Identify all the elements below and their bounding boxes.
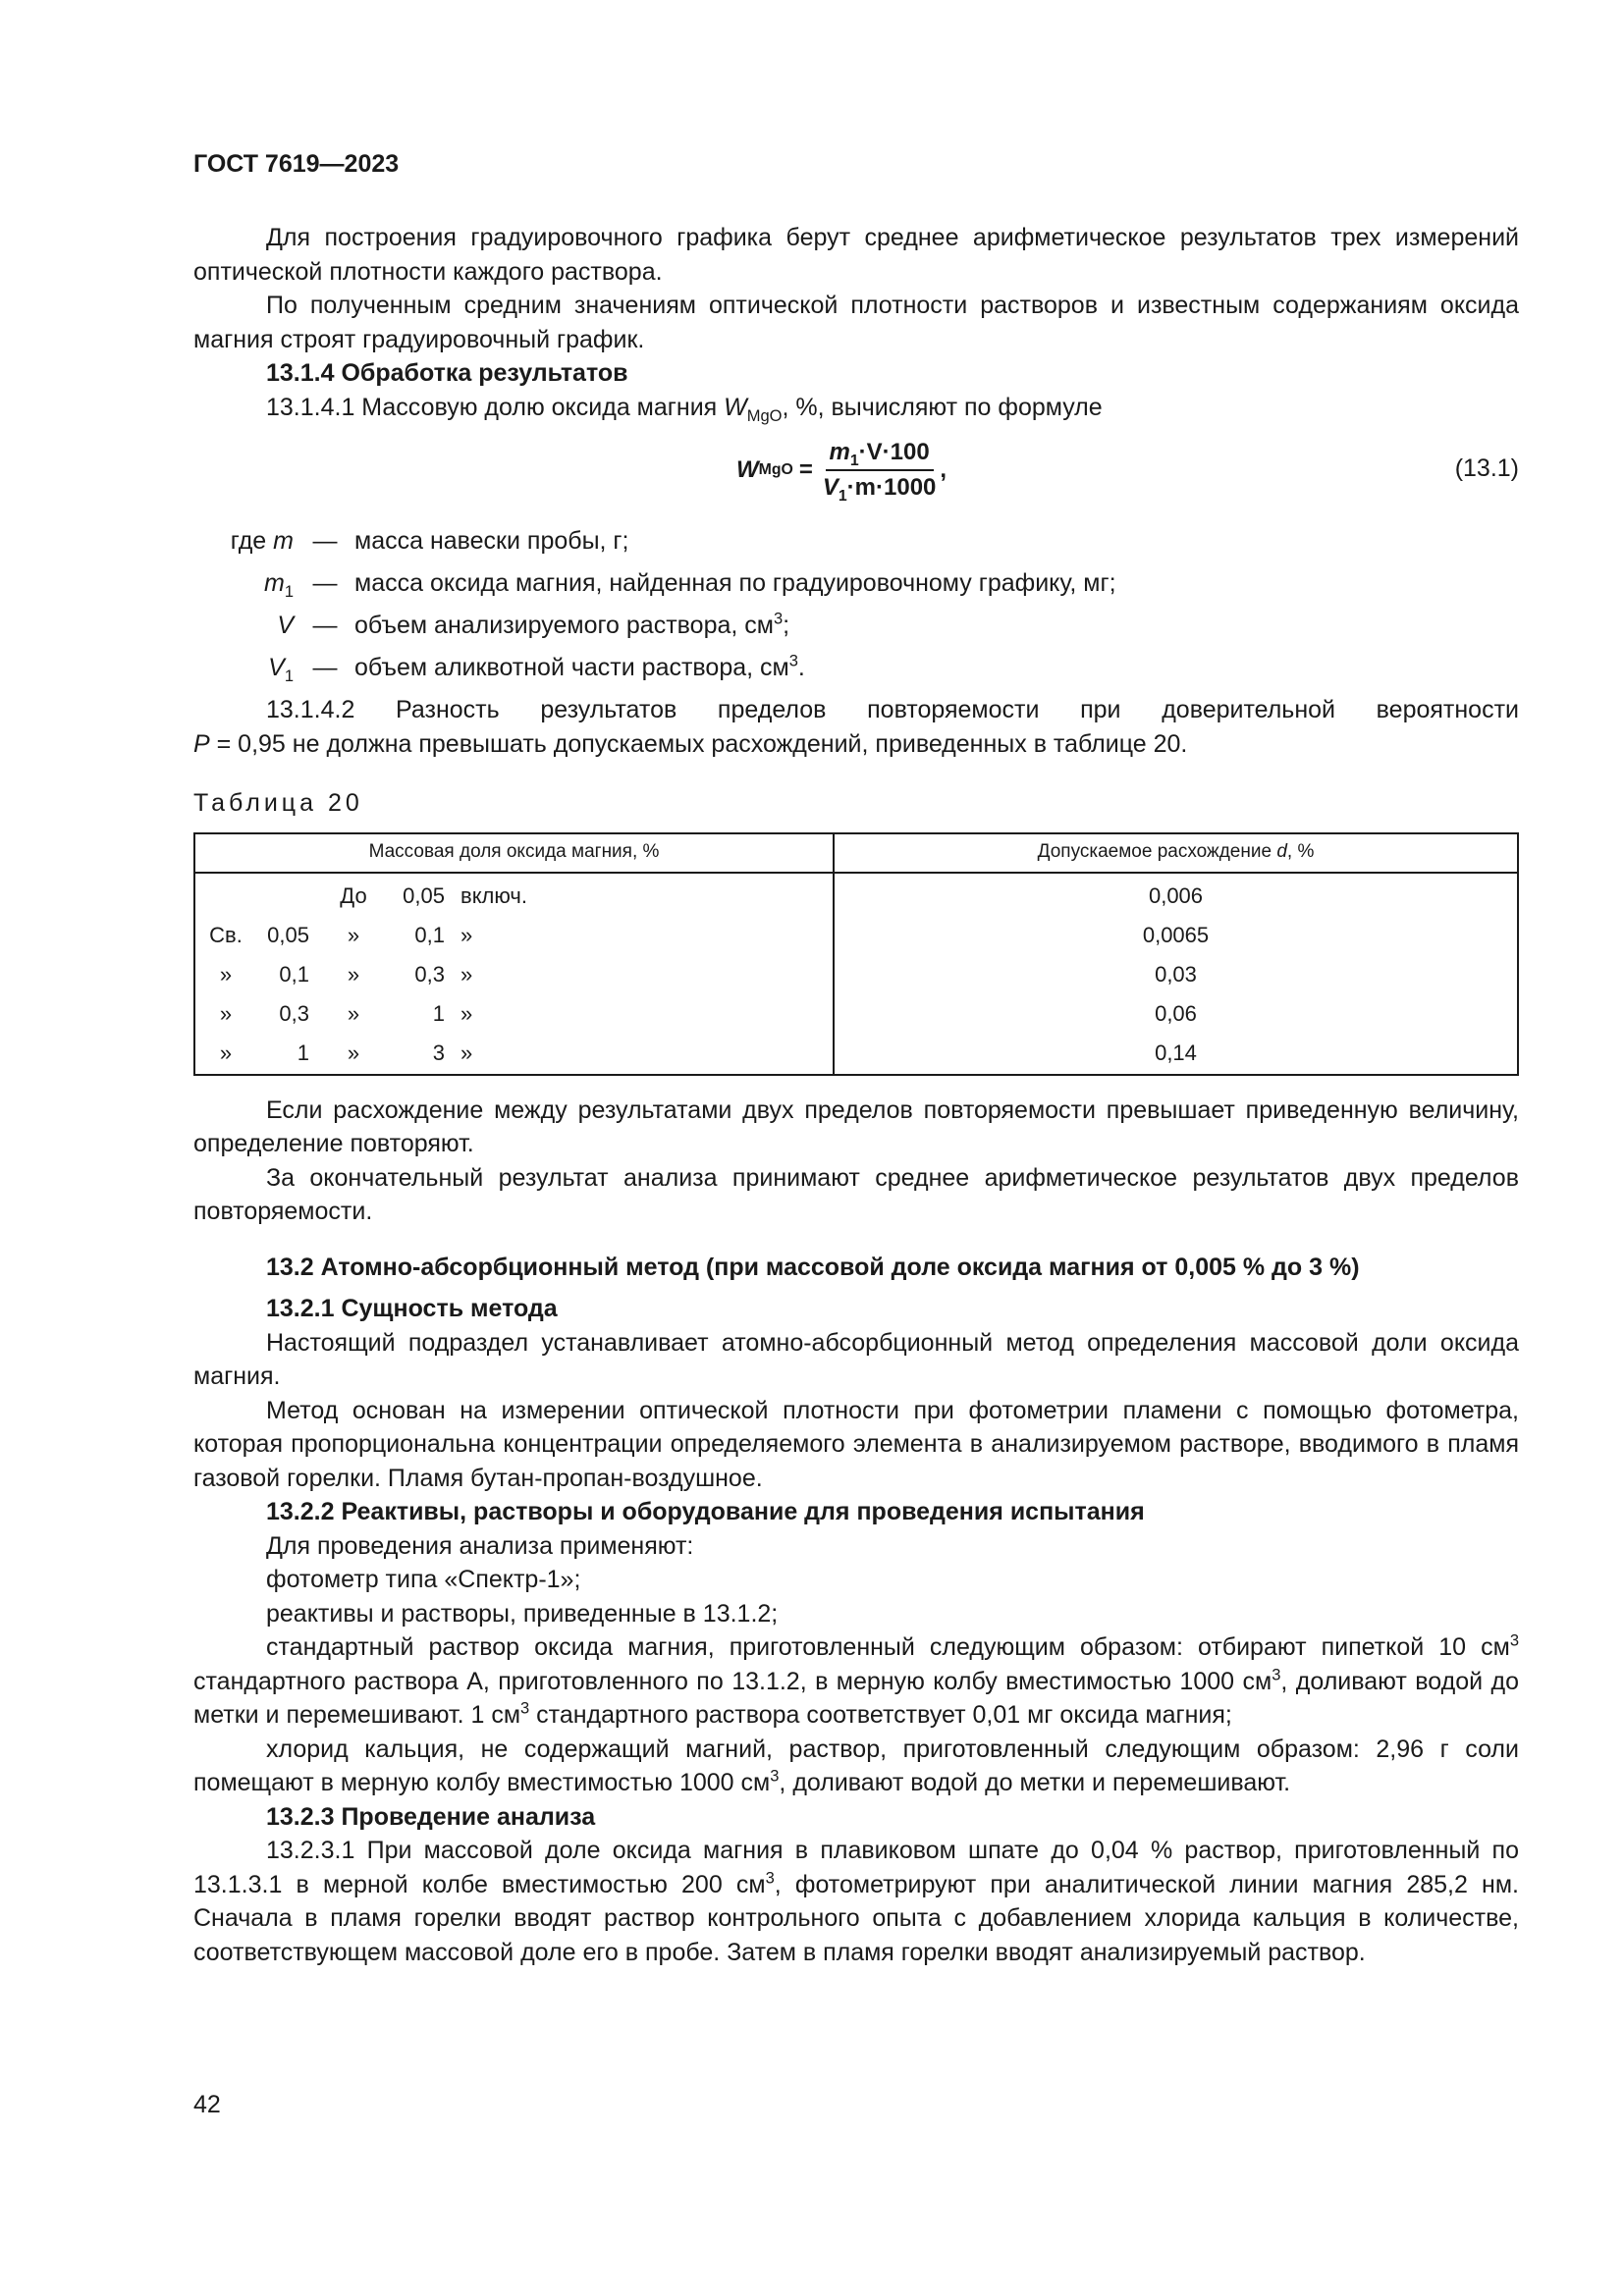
range-part: 0,1 <box>414 923 445 948</box>
subsection-heading: 13.2.2 Реактивы, растворы и оборудование для проведения испытания <box>266 1498 1145 1525</box>
range-part: » <box>460 923 473 948</box>
range-part: » <box>347 962 360 988</box>
paragraph: Настоящий подраздел устанавливает атомно-абсорбционный метод определения массовой доли оксида магния. <box>193 1328 1519 1390</box>
range-part: » <box>460 1001 473 1027</box>
range-cell <box>194 917 834 956</box>
definition-row: где m — масса навески пробы, г; <box>230 527 629 556</box>
paragraph: Для построения градуировочного графика берут среднее арифметическое результатов трех измерений оптической плотности каждого раствора. <box>193 224 1519 286</box>
list-item: стандартный раствор оксида магния, приготовленный следующим образом: отбирают пипеткой 10 $см^3$ стандартного раствора А, приготовленного по 13.1.2, в мерную колбу вместимостью 1000 $см^3$, доливают водой до метки и перемешивают. 1 $см^3$ стандартного раствора соответствует 0,01 мг оксида магния; <box>193 1631 1519 1729</box>
range-part: » <box>347 1041 360 1066</box>
table-row <box>194 873 1518 917</box>
range-part: » <box>219 1041 233 1066</box>
paragraph: За окончательный результат анализа принимают среднее арифметическое результатов двух пределов повторяемости. <box>193 1163 1519 1225</box>
table-header-cell: Допускаемое расхождение d, % <box>834 833 1518 873</box>
after-table-text <box>193 1094 1519 1229</box>
tolerance-value-cell: 0,03 <box>834 956 1518 995</box>
paragraph: По полученным средним значениям оптической плотности растворов и известным содержаниям оксида магния строят градуировочный график. <box>193 292 1519 353</box>
formula-intro: 13.1.4.1 Массовую долю оксида магния $W_{MgO}$, %, вычисляют по формуле <box>266 393 1103 425</box>
range-part: До <box>340 883 367 909</box>
table-caption: Таблица 20 <box>193 789 363 817</box>
tolerance-table <box>193 832 1519 1076</box>
table-body <box>194 873 1518 1075</box>
table-row <box>194 956 1518 995</box>
paragraph: Метод основан на измерении оптической плотности при фотометрии пламени с помощью фотометра, которая пропорциональна концентрации определяемого элемента в анализируемом растворе, вводимого в пламя газовой горелки. Пламя бутан-пропан-воздушное. <box>193 1396 1519 1492</box>
tolerance-value-cell: 0,14 <box>834 1035 1518 1075</box>
range-part: 3 <box>432 1041 445 1066</box>
range-part: » <box>460 962 473 988</box>
range-part <box>256 880 315 914</box>
range-part: 0,05 <box>403 883 445 909</box>
section-heading: 13.2 Атомно-абсорбционный метод (при массовой доле оксида магния от 0,005 % до 3 %) <box>266 1253 1360 1281</box>
definition-row: V — объем анализируемого раствора, $см^3$; <box>277 610 790 640</box>
list-item: хлорид кальция, не содержащий магний, раствор, приготовленный следующим образом: 2,96 г соли помещают в мерную колбу вместимостью 1000 $см^3$, доливают водой до метки и перемешивают. <box>193 1735 1519 1796</box>
range-cell <box>194 995 834 1035</box>
range-part: » <box>347 1001 360 1027</box>
formula-fraction: $\frac{m_1\cdot V\cdot 100}{V_1\cdot m\cdot 1000}$ <box>822 439 937 505</box>
definition-row: $m_1$ — масса оксида магния, найденная по градуировочному графику, мг; <box>263 569 1116 602</box>
range-part: » <box>460 1041 473 1066</box>
paragraph: Если расхождение между результатами двух пределов повторяемости превышает приведенную величину, определение повторяют. <box>193 1095 1519 1157</box>
variable-definitions <box>193 520 1519 689</box>
subsection-heading: 13.2.1 Сущность метода <box>266 1295 558 1322</box>
list-item: реактивы и растворы, приведенные в 13.1.2; <box>266 1599 779 1628</box>
table-row <box>194 917 1518 956</box>
paragraph: 13.1.4.2 Разность результатов пределов повторяемости при доверительной вероятности <box>266 696 1519 723</box>
tolerance-value-cell: 0,0065 <box>834 917 1518 956</box>
range-cell <box>194 1035 834 1075</box>
range-part: Св. <box>209 923 243 948</box>
range-part: » <box>219 962 233 988</box>
range-part: включ. <box>460 883 527 909</box>
range-part: 1 <box>297 1041 309 1066</box>
table-header-cell: Массовая доля оксида магния, % <box>194 833 834 873</box>
range-part: » <box>219 1001 233 1027</box>
formula-13-1 <box>193 432 1519 508</box>
formula-number: (13.1) <box>1454 454 1519 482</box>
document-header: ГОСТ 7619—2023 <box>193 150 400 178</box>
paragraph: P = 0,95 не должна превышать допускаемых расхождений, приведенных в таблице 20. <box>193 729 1188 758</box>
paragraph: 13.2.3.1 При массовой доле оксида магния в плавиковом шпате до 0,04 % раствор, приготовленный по 13.1.3.1 в мерной колбе вместимостью 200 $см^3$, фотометрируют при аналитической линии магния 285,2 нм. Сначала в пламя горелки вводят раствор контрольного опыта с добавлением хлорида кальция в количестве, соответствующем массовой доле его в пробе. Затем в пламя горелки вводят анализируемый раствор. <box>193 1837 1519 1966</box>
range-part <box>195 880 256 914</box>
list-item: фотометр типа «Спектр-1»; <box>266 1566 581 1593</box>
range-part: 0,3 <box>279 1001 309 1027</box>
range-cell <box>194 956 834 995</box>
list-item: Для проведения анализа применяют: <box>266 1531 694 1560</box>
page-number: 42 <box>193 2091 221 2118</box>
range-part: » <box>347 923 360 948</box>
range-part: 0,3 <box>414 962 445 988</box>
range-cell <box>194 873 834 917</box>
range-part: 0,05 <box>267 923 309 948</box>
document-body <box>193 221 1519 1969</box>
section-heading: 13.1.4 Обработка результатов <box>266 359 628 387</box>
subsection-heading: 13.2.3 Проведение анализа <box>266 1802 596 1831</box>
range-part: 1 <box>432 1001 445 1027</box>
range-part: 0,1 <box>279 962 309 988</box>
definition-row: $V_1$ — объем аликвотной части раствора, $см^3$. <box>268 652 805 686</box>
formula-expression: W MgO = $\frac{m_1\cdot V\cdot 100}{V_1\cdot m\cdot 1000}$ , <box>736 439 947 505</box>
tolerance-value-cell: 0,006 <box>834 873 1518 917</box>
table-row <box>194 995 1518 1035</box>
tolerance-value-cell: 0,06 <box>834 995 1518 1035</box>
table-row <box>194 1035 1518 1075</box>
